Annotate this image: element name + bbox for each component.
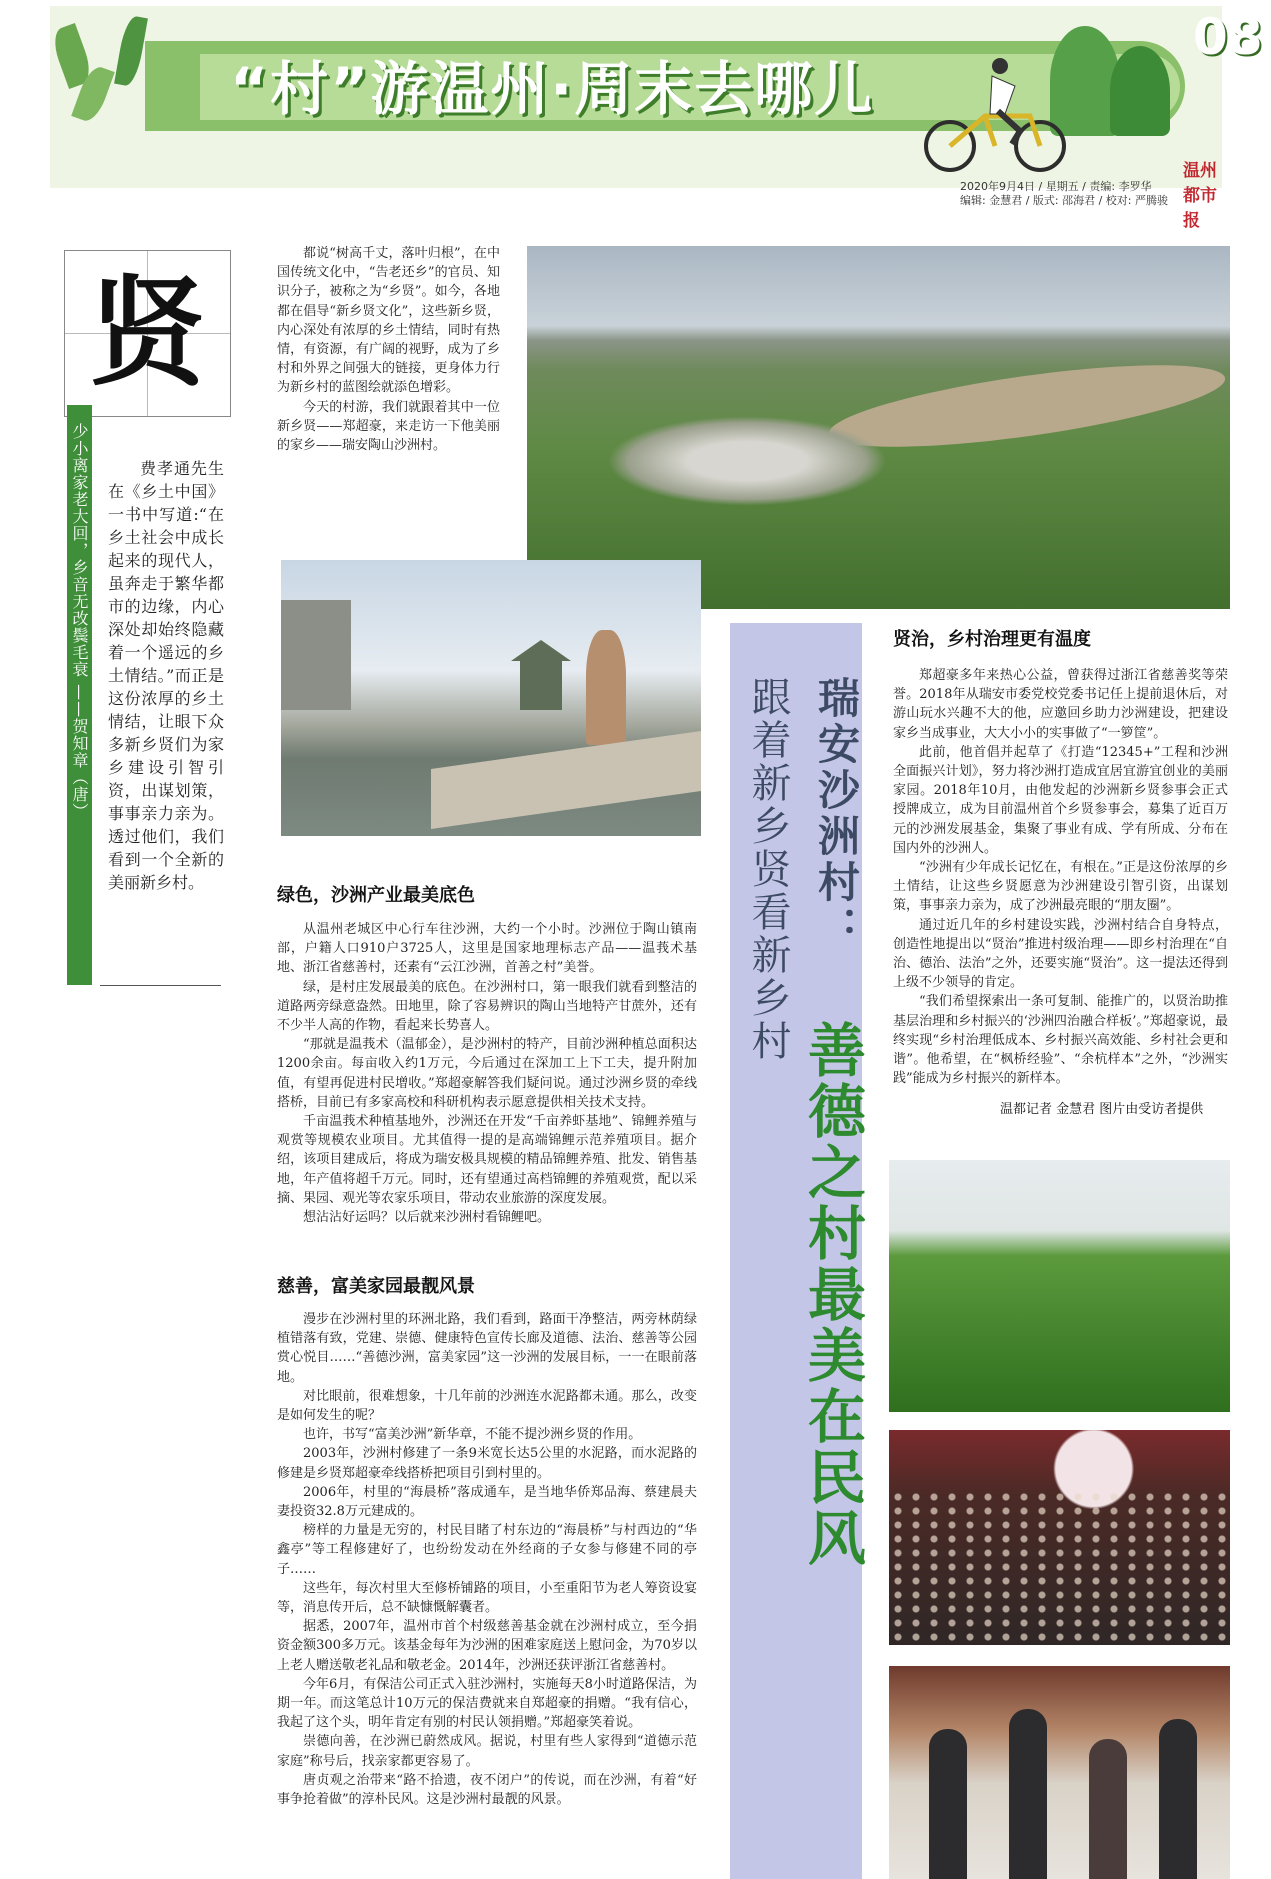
section2-paragraph: 今年6月，有保洁公司正式入驻沙洲村，实施每天8小时道路保洁，为期一年。而这笔总计10万元的保洁费就来自郑超豪的捐赠。“我有信心，我起了这个头，明年肯定有别的村民认领捐赠。”郑超豪笑着说。 xyxy=(277,1676,697,1731)
issue-meta xyxy=(960,180,1222,208)
section3-paragraph: 通过近几年的乡村建设实践，沙洲村结合自身特点，创造性地提出以“贤治”推进村级治理——即乡村治理在“自治、德治、法治”之外，还要实施“贤治”。这一提法还得到上级不少领导的肯定。 xyxy=(893,917,1228,991)
field-crops-photo xyxy=(889,1160,1230,1412)
photo-credit: 温都记者 金慧君 图片由受访者提供 xyxy=(1000,1102,1204,1117)
section1-body xyxy=(277,920,697,1227)
villagers-courtyard-photo xyxy=(889,1666,1230,1879)
section1-paragraph: 绿，是村庄发展最美的底色。在沙洲村口，第一眼我们就看到整洁的道路两旁绿意盎然。田地里，除了容易辨识的陶山当地特产甘蔗外，还有不少半人高的作物，看起来长势喜人。 xyxy=(277,979,697,1034)
character-box xyxy=(64,250,231,417)
page-title-prefix: “村”游温州· xyxy=(230,55,575,123)
intro-paragraph: 都说“树高千丈，落叶归根”，在中国传统文化中，“告老还乡”的官员、知识分子，被称之为“乡贤”。如今，各地都在倡导“新乡贤文化”，这些新乡贤，内心深处有浓厚的乡土情结，同时有热情，有资源，有广阔的视野，成为了乡村和外界之间强大的链接，更身体力行为新乡村的蓝图绘就添色增彩。 xyxy=(277,246,500,396)
poem-bar xyxy=(67,405,92,985)
page-title xyxy=(230,42,874,126)
section3-body xyxy=(893,666,1228,1088)
section1-heading: 绿色，沙洲产业最美底色 xyxy=(277,885,475,906)
pavilion-shape xyxy=(511,640,571,710)
headline-sub: 跟着新乡贤看新乡村 xyxy=(745,676,791,1063)
section3-heading: 贤治，乡村治理更有温度 xyxy=(893,629,1091,650)
headline-main-1: 瑞安沙洲村： xyxy=(812,676,861,952)
section2-heading: 慈善，富美家园最靓风景 xyxy=(277,1276,475,1297)
section2-paragraph: 唐贞观之治带来“路不拾遗，夜不闭户”的传说，而在沙洲，有着“好事争抢着做”的淳朴民风。这是沙洲村最靓的风景。 xyxy=(277,1772,697,1808)
section1-paragraph: “那就是温莪术（温郁金），是沙洲村的特产，目前沙洲种植总面积达1200余亩。每亩收入约1万元，今后通过在深加工上下工夫，提升附加值，有望再促进村民增收。”郑超豪解答我们疑问说。通过沙洲乡贤的牵线搭桥，目前已有多家高校和科研机构表示愿意提供相关技术支持。 xyxy=(277,1037,697,1110)
building-shape xyxy=(281,600,351,710)
section2-paragraph: 这些年，每次村里大至修桥铺路的项目，小至重阳节为老人筹资设宴等，消息传开后，总不缺慷慨解囊者。 xyxy=(277,1580,697,1616)
section2-paragraph: 据悉，2007年，温州市首个村级慈善基金就在沙洲村成立，至今捐资金额300多万元。该基金每年为沙洲的困难家庭送上慰问金，为70岁以上老人赠送敬老礼品和敬老金。2014年，沙洲还获评浙江省慈善村。 xyxy=(277,1619,697,1673)
banquet-hall-photo xyxy=(889,1430,1230,1645)
river-shape xyxy=(825,348,1229,463)
section2-paragraph: 2006年，村里的“海晨桥”落成通车，是当地华侨郑品海、蔡建晨夫妻投资32.8万元建成的。 xyxy=(277,1484,697,1520)
newspaper-name: 温州都市报 xyxy=(1183,161,1217,231)
section2-paragraph: 对比眼前，很难想象，十几年前的沙洲连水泥路都未通。那么，改变是如何发生的呢？ xyxy=(277,1388,697,1424)
divider xyxy=(100,985,221,986)
section2-paragraph: 崇德向善，在沙洲已蔚然成风。据说，村里有些人家得到“道德示范家庭”称号后，找亲家都更容易了。 xyxy=(277,1734,697,1769)
section1-paragraph: 从温州老城区中心行车往沙洲，大约一个小时。沙洲位于陶山镇南部，户籍人口910户3725人，这里是国家地理标志产品——温莪术基地、浙江省慈善村，还素有“云江沙洲，首善之村”美誉。 xyxy=(277,922,697,976)
canal-pavilion-photo xyxy=(281,560,701,836)
section3-paragraph: 此前，他首倡并起草了《打造“12345+”工程和沙洲全面振兴计划》，努力将沙洲打造成宜居宜游宜创业的美丽家园。2018年10月，由他发起的沙洲新乡贤参事会正式授牌成立，成为目前温州首个乡贤参事会，募集了近百万元的沙洲发展基金，集聚了事业有成、学有所成、分布在国内外的沙洲人。 xyxy=(893,744,1228,856)
section2-paragraph: 榜样的力量是无穷的，村民目睹了村东边的“海晨桥”与村西边的“华鑫亭”等工程修建好了，也纷纷发动在外经商的子女参与修建不同的亭子…… xyxy=(277,1523,697,1577)
section2-body xyxy=(277,1310,697,1809)
intro-text xyxy=(277,244,500,455)
page-title-main: 周末去哪儿 xyxy=(574,55,875,123)
crowd-pattern xyxy=(889,1490,1230,1645)
section2-paragraph: 也许，书写“富美沙洲”新华章，不能不提沙洲乡贤的作用。 xyxy=(303,1427,642,1443)
poem-text: 少小离家老大回，乡音无改鬓毛衰 ——贺知章（唐） xyxy=(70,423,89,821)
stone-monument-shape xyxy=(586,630,626,745)
section3-paragraph: “沙洲有少年成长记忆在，有根在。”正是这份浓厚的乡土情结，让这些乡贤愿意为沙洲建设引智引资，出谋划策，事事亲力亲为，成了沙洲最亮眼的“朋友圈”。 xyxy=(893,860,1228,914)
headline-main-2: 善德之村最美在民风 xyxy=(798,1020,866,1569)
person-shape xyxy=(929,1729,967,1879)
section1-paragraph: 想沾沾好运吗？以后就来沙洲村看锦鲤吧。 xyxy=(303,1210,551,1226)
person-shape xyxy=(1009,1709,1047,1879)
section1-paragraph: 千亩温莪术种植基地外，沙洲还在开发“千亩养虾基地”、锦鲤养殖与观赏等规模农业项目。尤其值得一提的是高端锦鲤示范养殖项目。据介绍，该项目建成后，将成为瑞安极具规模的精品锦鲤养殖、批发、销售基地，年产值将超千万元。同时，还有望通过高档锦鲤的养殖观赏，配以采摘、果园、观光等农家乐项目，带动农业旅游的深度发展。 xyxy=(277,1114,697,1206)
section2-paragraph: 2003年，沙洲村修建了一条9米宽长达5公里的水泥路，而水泥路的修建是乡贤郑超豪牵线搭桥把项目引到村里的。 xyxy=(277,1446,697,1481)
village-shape xyxy=(607,416,887,506)
tree-decoration xyxy=(1110,46,1170,136)
editors-line: 编辑: 金慧君 / 版式: 邵海君 / 校对: 严腾骏 xyxy=(960,194,1169,207)
leaf-decoration xyxy=(114,15,148,88)
section2-paragraph: 漫步在沙洲村里的环洲北路，我们看到，路面干净整洁，两旁林荫绿植错落有致，党建、崇德、健康特色宣传长廊及道德、法治、慈善等公园赏心悦目……“善德沙洲，富美家园”这一沙洲的发展目标，一一在眼前落地。 xyxy=(277,1312,697,1385)
embankment-shape xyxy=(431,731,701,829)
person-shape xyxy=(1089,1739,1127,1879)
aerial-village-photo xyxy=(527,246,1230,609)
section3-paragraph: 郑超豪多年来热心公益，曾获得过浙江省慈善奖等荣誉。2018年从瑞安市委党校党委书记任上提前退休后，对游山玩水兴趣不大的他，应邀回乡助力沙洲建设，把建设家乡当成事业，大大小小的实事做了“一箩筐”。 xyxy=(893,668,1228,741)
section3-paragraph: “我们希望探索出一条可复制、能推广的，以贤治助推基层治理和乡村振兴的‘沙洲四治融合样板’。”郑超豪说，最终实现“乡村治理低成本、乡村振兴高效能、乡村社会更和谐”。他希望，在“枫桥经验”、“余杭样本”之外，“沙洲实践”能成为乡村振兴的新样本。 xyxy=(893,994,1228,1087)
page-number: 08 xyxy=(1193,8,1263,66)
intro-paragraph: 今天的村游，我们就跟着其中一位新乡贤——郑超豪，来走访一下他美丽的家乡——瑞安陶山沙洲村。 xyxy=(277,399,500,454)
character-xian: 贤 xyxy=(88,264,207,402)
sidebar-intro: 费孝通先生在《乡土中国》一书中写道:“在乡土社会中成长起来的现代人，虽奔走于繁华都市的边缘，内心深处却始终隐藏着一个遥远的乡土情结。”而正是这份浓厚的乡土情结，让眼下众多新乡贤们为家乡建设引智引资，出谋划策，事事亲力亲为。透过他们，我们看到一个全新的美丽新乡村。 xyxy=(108,459,224,892)
person-shape xyxy=(1159,1719,1197,1879)
date-line: 2020年9月4日 / 星期五 / 责编: 李罗华 xyxy=(960,180,1152,193)
cyclist-icon xyxy=(920,56,1080,176)
